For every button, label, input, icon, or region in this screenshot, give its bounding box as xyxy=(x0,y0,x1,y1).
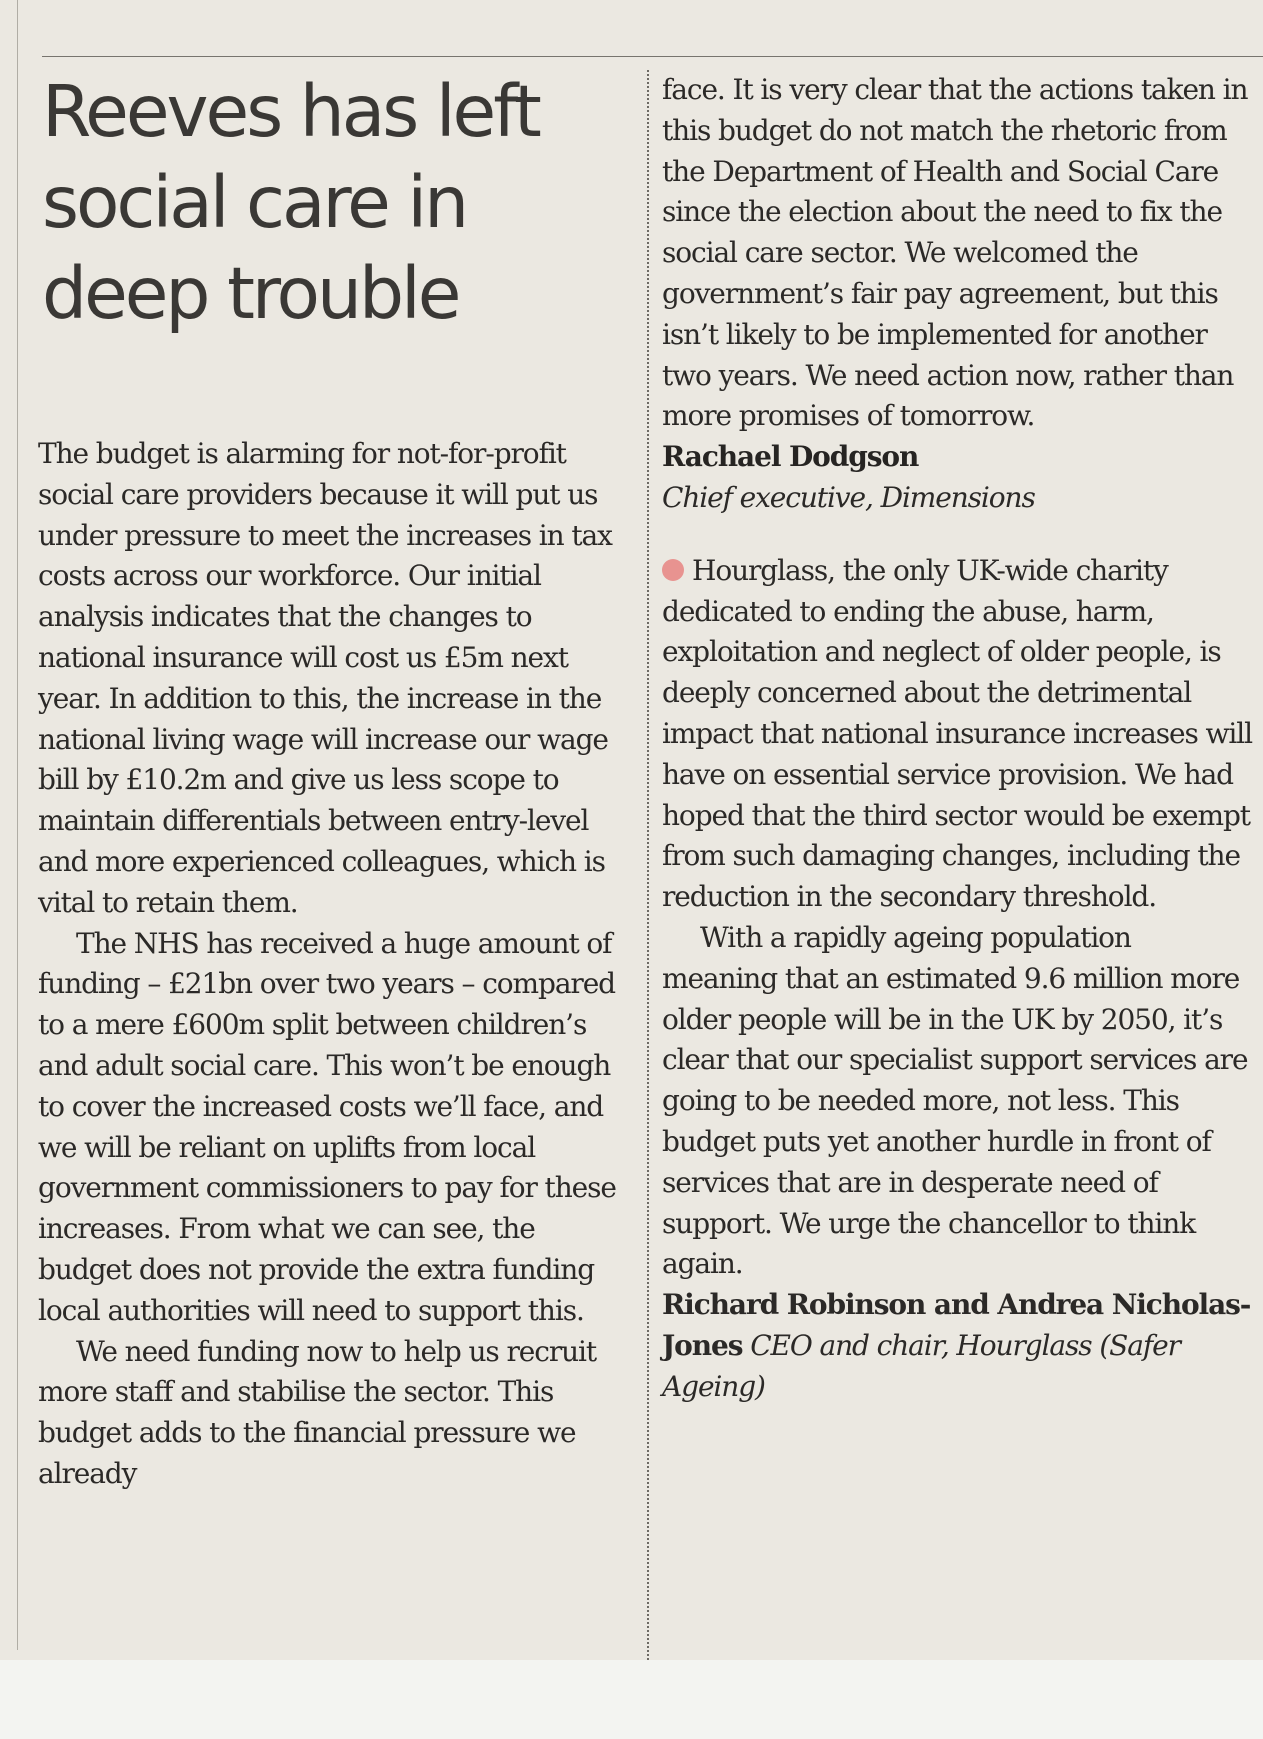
letter1-paragraph-3: We need funding now to help us recruit more staff and stabilise the sector. This budget adds to the financial pressure we already xyxy=(38,1334,597,1490)
right-column xyxy=(662,70,1252,1408)
letter2-signer: Richard Robinson and Andrea Nicholas-Jones xyxy=(662,1288,1251,1362)
letter1-paragraph-3-continued: face. It is very clear that the actions taken in this budget do not match the rhetoric from the Department of Health and Social Care since the election about the need to fix the social care sector. We welcomed the government’s fair pay agreement, but this isn’t likely to be implemented for another two years. We need action now, rather than more promises of tomorrow. xyxy=(662,73,1248,433)
letter1-paragraph-1: The budget is alarming for not-for-profit social care providers because it will put us under pressure to meet the increases in tax costs across our workforce. Our initial analysis indicates that the changes to national insurance will cost us £5m next year. In addition to this, the increase in the national living wage will increase our wage bill by £10.2m and give us less scope to maintain differentials between entry-level and more experienced colleagues, which is vital to retain them. xyxy=(38,437,612,919)
letter2-paragraph-2: With a rapidly ageing population meaning that an estimated 9.6 million more older people will be in the UK by 2050, it’s clear that our specialist support services are going to be needed more, not less. This budget puts yet another hurdle in front of services that are in desperate need of support. We urge the chancellor to think again. xyxy=(662,920,1248,1281)
headline: Reeves has left social care in deep trouble xyxy=(42,70,539,335)
left-column xyxy=(38,434,628,1495)
letter2-paragraph-1-text: Hourglass, the only UK-wide charity dedicated to ending the abuse, harm, exploitation and neglect of older people, is deeply concerned about the detrimental impact that national insurance increases will have on essential service provision. We had hoped that the third sector would be exempt from such damaging changes, including the reduction in the secondary threshold. xyxy=(662,553,1252,914)
left-column-edge xyxy=(17,0,18,1650)
letter1-signer: Rachael Dodgson xyxy=(662,440,919,474)
letter-separator xyxy=(662,519,1252,551)
column-divider xyxy=(647,70,649,1660)
letter2-role: CEO and chair, Hourglass (Safer Ageing) xyxy=(662,1328,1180,1403)
letter1-role: Chief executive, Dimensions xyxy=(662,480,1035,514)
page-bottom-margin xyxy=(0,1660,1263,1739)
top-rule xyxy=(42,56,1263,57)
letter2-paragraph-1 xyxy=(662,551,1252,918)
letter2-signature xyxy=(662,1285,1252,1407)
letter1-paragraph-2: The NHS has received a huge amount of funding – £21bn over two years – compared to a mere £600m split between children’s and adult social care. This won’t be enough to cover the increased costs we’ll face, and we will be reliant on uplifts from local government commissioners to pay for these increases. From what we can see, the budget does not provide the extra funding local authorities will need to support this. xyxy=(38,926,616,1327)
bullet-dot-icon xyxy=(662,559,684,581)
